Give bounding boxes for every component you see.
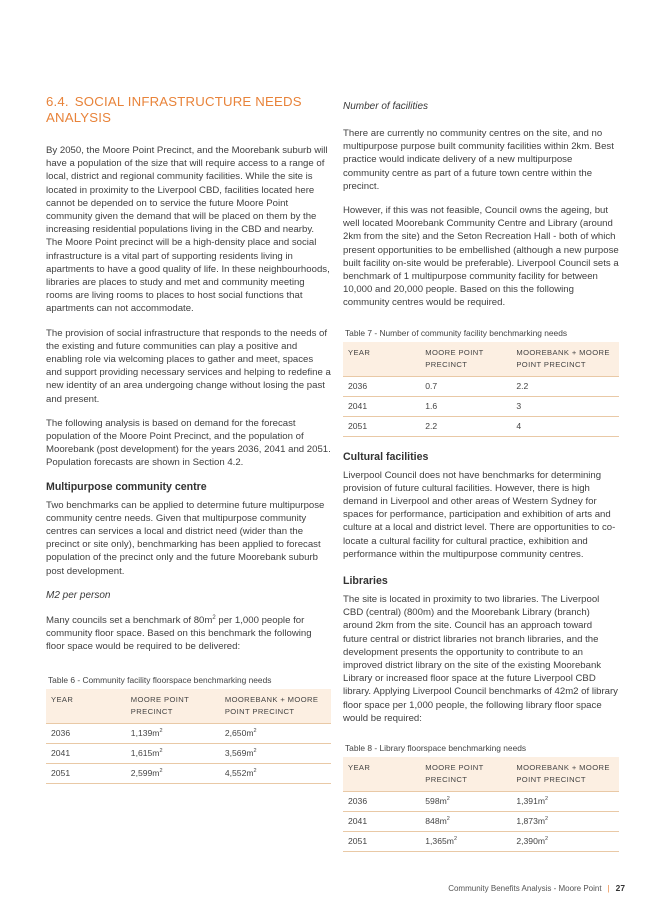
facilities-paragraph-2: However, if this was not feasible, Council owns the ageing, but well located Moorebank Community Centre and Library (around 2km from the site) and the Seton Recreation Hall - both of which present opportunities to be embellished (although a new purpose built facility on-site would be preferable). Liverpool Council sets a benchmark of 1 multipurpose community facility for between 10,000 and 20,000 people. Based on this the following community centres would be required. (343, 205, 619, 309)
page-number: 27 (615, 883, 625, 893)
section-title-text: SOCIAL INFRASTRUCTURE NEEDS ANALYSIS (46, 94, 302, 125)
multipurpose-paragraph: Two benchmarks can be applied to determine future multipurpose community centre needs. Given that multipurpose community centres can services a local and district need (wider than the precinct or site only), benchmarking has been applied to forecast population of the precinct only and the future Moorebank suburb post development. (46, 499, 325, 577)
m2-text-after: per 1,000 people for community floor space. Based on this benchmark the following floor space would be required to be delivered: (46, 614, 312, 653)
table8-precinct-value: $848m^2$ (420, 812, 511, 832)
table6-combined-value: $2,650m^2$ (220, 723, 331, 743)
table8-combined-value: $1,391m^2$ (511, 792, 619, 812)
table6-precinct-value: $2,599m^2$ (126, 763, 220, 783)
table-row (46, 723, 331, 743)
table8-caption: Table 8 - Library floorspace benchmarking needs (345, 743, 527, 754)
footer-separator: | (607, 883, 610, 893)
table6-header-year: YEAR (51, 694, 74, 704)
table8-year: 2041 (343, 812, 420, 832)
table7-year: 2051 (343, 416, 420, 436)
intro-paragraph-3: The following analysis is based on demand for the forecast population of the Moore Point Precinct, and the population of Moorebank (post development) for the years 2036, 2041 and 2051. Population forecasts are shown in Section 4.2. (46, 417, 331, 469)
table6-header-combined: MOOREBANK + MOORE POINT PRECINCT (224, 694, 319, 716)
table6-caption: Table 6 - Community facility floorspace benchmarking needs (48, 674, 272, 685)
cultural-paragraph: Liverpool Council does not have benchmarks for determining provision of future cultural facilities. However, there is high demand in Liverpool and other areas of Western Sydney for spaces for performance, participation and exhibition of arts and culture at a local and district level. There are opportunities to co-locate a cultural facility for cultural practice, exhibition and performance within the multipurpose community centres. (343, 469, 616, 560)
table-row (343, 832, 619, 852)
table8-combined-value: $1,873m^2$ (511, 812, 619, 832)
table-row (46, 763, 331, 783)
table-row (343, 396, 619, 416)
table7-combined-value: 2.2 (511, 376, 619, 396)
table8-header-year: YEAR (348, 763, 371, 773)
table7-header-combined: MOOREBANK + MOORE POINT PRECINCT (516, 347, 610, 369)
table6-combined-value: $3,569m^2$ (220, 743, 331, 763)
intro-paragraph-1: By 2050, the Moore Point Precinct, and the Moorebank suburb will have a population of the size that will require access to a range of local, district and regional community facilities. While the site is located in proximity to the Liverpool CBD, facilities located here cannot be depended on to service the future Moore Point community given the demand that will be placed on them by the increasing residential populations living in the CBD and nearby. The Moore Point precinct will be a high-density place and social infrastructure is a vital part of supporting residents living in apartments to have a good quality of life. In these neighbourhoods, libraries are places to study and met and community meeting rooms are living rooms to places to host social functions that apartments can not accommodate. (46, 145, 330, 315)
table8-header-combined: MOOREBANK + MOORE POINT PRECINCT (516, 763, 610, 785)
section-number: 6.4. (46, 94, 69, 109)
right-column (343, 100, 619, 852)
table6-year: 2051 (46, 763, 126, 783)
table7 (343, 342, 619, 437)
table6-header-row (46, 689, 331, 724)
libraries-paragraph: The site is located in proximity to two libraries. The Liverpool CBD (central) (800m) and the Moorebank Library (branch) around 2km from the site. Council has an approach toward future central or district libraries not branch libraries, and the development presents the opportunity to contribute to an improved district library on the site of the existing Moorebank Library or increased floor space at the future Liverpool CBD library. Applying Liverpool Council benchmarks of 42m2 of library floor space per 1,000 people, the following library floor space would be required: (343, 594, 618, 724)
m2-heading: M2 per person (46, 589, 111, 601)
table8-header-row (343, 757, 619, 792)
intro-paragraph-2: The provision of social infrastructure that responds to the needs of the existing and future communities can play a positive and enabling role via welcoming places to gather and meet, spaces and support providing necessary services and helping to redefine a new identity of an area undergoing change without losing the past and present. (46, 327, 331, 405)
table-row (46, 743, 331, 763)
m2-paragraph (46, 614, 331, 654)
table6-precinct-value: $1,139m^2$ (126, 723, 220, 743)
libraries-heading: Libraries (343, 575, 388, 588)
table-row (343, 376, 619, 396)
table7-header-precinct: MOORE POINT PRECINCT (425, 347, 484, 369)
table7-header-year: YEAR (348, 347, 371, 357)
m2-text-before: Many councils set a benchmark of 80m (46, 614, 213, 626)
table6-year: 2036 (46, 723, 126, 743)
footer-doc-title: Community Benefits Analysis - Moore Point (448, 883, 602, 893)
table-row (343, 416, 619, 436)
table6-year: 2041 (46, 743, 126, 763)
table7-precinct-value: 1.6 (420, 396, 511, 416)
table7-precinct-value: 0.7 (420, 376, 511, 396)
table6-precinct-value: $1,615m^2$ (126, 743, 220, 763)
facilities-paragraph-1: There are currently no community centres on the site, and no multipurpose purpose built community facilities within 2km. Best practice would indicate delivery of a new multipurpose community centre as part of a future town centre within the precinct. (343, 128, 614, 192)
table7-precinct-value: 2.2 (420, 416, 511, 436)
multipurpose-heading: Multipurpose community centre (46, 480, 207, 493)
table-row (343, 812, 619, 832)
table-row (343, 792, 619, 812)
table8-year: 2051 (343, 832, 420, 852)
cultural-heading: Cultural facilities (343, 450, 429, 463)
table7-year: 2041 (343, 396, 420, 416)
table8-header-precinct: MOORE POINT PRECINCT (425, 763, 484, 785)
facilities-heading: Number of facilities (343, 101, 429, 112)
table7-caption: Table 7 - Number of community facility benchmarking needs (345, 327, 568, 338)
table8-precinct-value: $1,365m^2$ (420, 832, 511, 852)
table8 (343, 757, 619, 852)
table8-precinct-value: $598m^2$ (420, 792, 511, 812)
table6-combined-value: $4,552m^2$ (220, 763, 331, 783)
table7-header-row (343, 342, 619, 377)
table7-year: 2036 (343, 376, 420, 396)
table6 (46, 689, 331, 784)
table8-year: 2036 (343, 792, 420, 812)
page-footer (448, 883, 625, 893)
table6-header-precinct: MOORE POINT PRECINCT (130, 694, 190, 716)
section-title (46, 94, 331, 126)
m2-sup: 2 (212, 614, 216, 621)
table7-combined-value: 3 (511, 396, 619, 416)
table8-combined-value: $2,390m^2$ (511, 832, 619, 852)
left-column (46, 94, 331, 784)
table7-combined-value: 4 (511, 416, 619, 436)
